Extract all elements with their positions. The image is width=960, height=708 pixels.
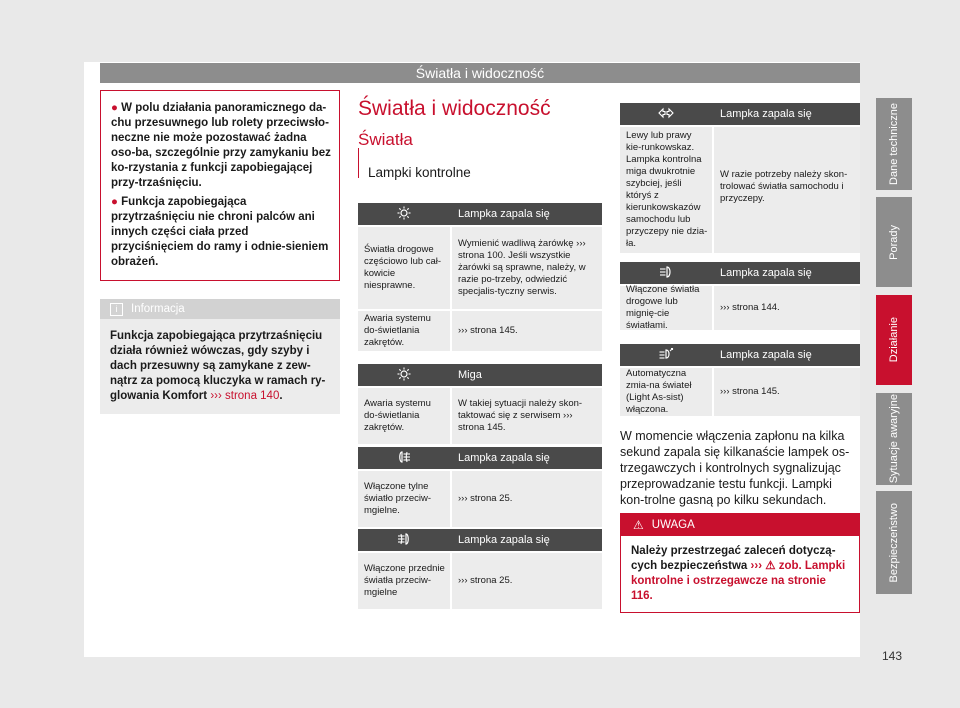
table-rear-fog [358, 447, 602, 527]
warning-item [111, 101, 331, 191]
cell-action: ››› strona 144. [712, 286, 860, 330]
caution-body [621, 536, 859, 612]
cell-action: ››› strona 25. [450, 471, 602, 527]
table-header [620, 344, 860, 366]
auto-light-icon [620, 347, 712, 364]
cell-condition: Lewy lub prawy kie-runkowskaz. Lampka kontrolna miga dwukrotnie szybciej, jeśli któryś z kierunkowskazów samochodu lub przyczepy nie dzia-ła. [626, 130, 708, 249]
warning-triangle-icon: ⚠ [633, 518, 644, 532]
table-header [358, 529, 602, 551]
table-row [358, 469, 602, 527]
warning-item [111, 195, 331, 270]
sun-icon [358, 367, 450, 384]
table-header [358, 447, 602, 469]
caution-header [621, 514, 859, 536]
sun-icon [358, 206, 450, 223]
table-row [620, 125, 860, 253]
table-header-label: Lampka zapala się [458, 534, 550, 546]
table-row [358, 386, 602, 444]
info-box [100, 299, 340, 414]
heading-bar [358, 148, 359, 178]
body-paragraph: W momencie włączenia zapłonu na kilka sekund zapala się kilkanaście lampek os-trzegawczych i kontrolnych sygnalizując przeprowadzanie testu funkcji. Lampki kon-trolne gasną po kilku sekundach. [620, 429, 850, 507]
info-body [100, 319, 340, 414]
tab-dzialanie[interactable] [876, 295, 912, 385]
info-header [100, 299, 340, 319]
cell-action: ››› strona 25. [450, 553, 602, 609]
caution-box [620, 513, 860, 613]
page-number: 143 [882, 649, 903, 663]
table-light-assist [620, 344, 860, 416]
table-header [358, 364, 602, 386]
info-text: Funkcja zapobiegająca przytrzaśnięciu działa również wówczas, gdy szyby i dach przesuwny są zamykane z zew-nątrz za pomocą kluczyka w ramach ry-glowania Komfort [110, 330, 326, 402]
cell-action: W takiej sytuacji należy skon-taktować się z serwisem ››› strona 145. [450, 388, 602, 444]
table-header-label: Miga [458, 369, 482, 381]
cell-condition: Światła drogowe częściowo lub cał-kowicie niesprawne. [364, 244, 442, 291]
info-link[interactable]: ››› strona 140 [210, 390, 280, 402]
table-high-beam-on [620, 262, 860, 330]
tab-label: Działanie [888, 317, 900, 363]
tab-label: Porady [888, 224, 900, 260]
low-beam-icon [620, 265, 712, 282]
tab-porady[interactable] [876, 197, 912, 287]
cell-action: W razie potrzeby należy skon-trolować światła samochodu i przyczepy. [712, 127, 860, 253]
cell-condition: Włączone przednie światła przeciw-mgielne [364, 563, 445, 598]
tab-label: Bezpieczeństwo [888, 502, 900, 583]
table-header [358, 203, 602, 225]
caution-text: Należy przestrzegać zaleceń dotyczą-cych bezpieczeństwa [631, 545, 836, 572]
table-row [358, 309, 602, 351]
cell-condition: Awaria systemu do-świetlania zakrętów. [364, 398, 431, 433]
table-header-label: Lampka zapala się [720, 349, 812, 361]
middle-column [358, 96, 602, 182]
tab-label: Sytuacje awaryjne [888, 394, 900, 484]
tab-dane-techniczne[interactable] [876, 98, 912, 190]
table-row [620, 366, 860, 416]
info-icon: i [110, 303, 123, 316]
cell-action: Wymienić wadliwą żarówkę ››› strona 100. Jeśli wszystkie żarówki są sprawne, należy, w razie po-trzeby, odwiedzić specjalis-tyczny serwis. [450, 227, 602, 309]
caution-link[interactable]: ››› ⚠ zob. Lampki kontrolne i ostrzegawcze na stronie 116. [631, 560, 846, 602]
info-end: . [279, 390, 283, 402]
warning-box [100, 90, 340, 281]
cell-condition: Awaria systemu do-świetlania zakrętów. [364, 313, 431, 348]
caution-title: UWAGA [651, 519, 695, 531]
front-fog-icon [358, 532, 450, 549]
turn-signal-icon [620, 106, 712, 123]
table-blinking [358, 364, 602, 444]
tab-bezpieczenstwo[interactable] [876, 491, 912, 594]
table-high-beam [358, 203, 602, 351]
table-row [358, 225, 602, 309]
table-header-label: Lampka zapala się [720, 108, 812, 120]
cell-condition: Włączone tylne światło przeciw-mgielne. [364, 481, 432, 516]
table-header [620, 103, 860, 125]
cell-action: ››› strona 145. [712, 368, 860, 416]
warning-text: Funkcja zapobiegająca przytrzaśnięciu nie chroni palców ani innych części ciała przed przyciśnięciem do ramy i odnie-sieniem obrażeń. [111, 196, 329, 268]
left-column [100, 90, 340, 414]
table-header-label: Lampka zapala się [458, 208, 550, 220]
rear-fog-icon [358, 450, 450, 467]
subsection-title: Światła [358, 130, 413, 149]
tab-label: Dane techniczne [888, 103, 900, 185]
warning-text: W polu działania panoramicznego da-chu przesuwnego lub rolety przeciwsło-neczne nie może pozostawać żadna oso-ba, szczególnie przy zamykaniu bez ko-rzystania z funkcji zapobiegającej przy-trzaśnięciu. [111, 102, 331, 189]
section-title: Światła i widoczność [358, 97, 551, 120]
info-title: Informacja [131, 303, 185, 315]
page-header: Światła i widoczność [100, 63, 860, 83]
bullet-icon: ● [111, 102, 122, 114]
table-header-label: Lampka zapala się [458, 452, 550, 464]
table-header-label: Lampka zapala się [720, 267, 812, 279]
table-turn-signal [620, 103, 860, 253]
cell-condition: Automatyczna zmia-na świateł (Light As-sist) włączona. [626, 368, 692, 415]
cell-condition: Włączone światła drogowe lub mignię-cie światłami. [626, 284, 700, 331]
table-header [620, 262, 860, 284]
tab-sytuacje-awaryjne[interactable] [876, 393, 912, 485]
table-row [620, 284, 860, 330]
table-row [358, 551, 602, 609]
subheading: Lampki kontrolne [368, 165, 471, 180]
cell-action: ››› strona 145. [450, 311, 602, 351]
bullet-icon: ● [111, 196, 122, 208]
table-front-fog [358, 529, 602, 609]
